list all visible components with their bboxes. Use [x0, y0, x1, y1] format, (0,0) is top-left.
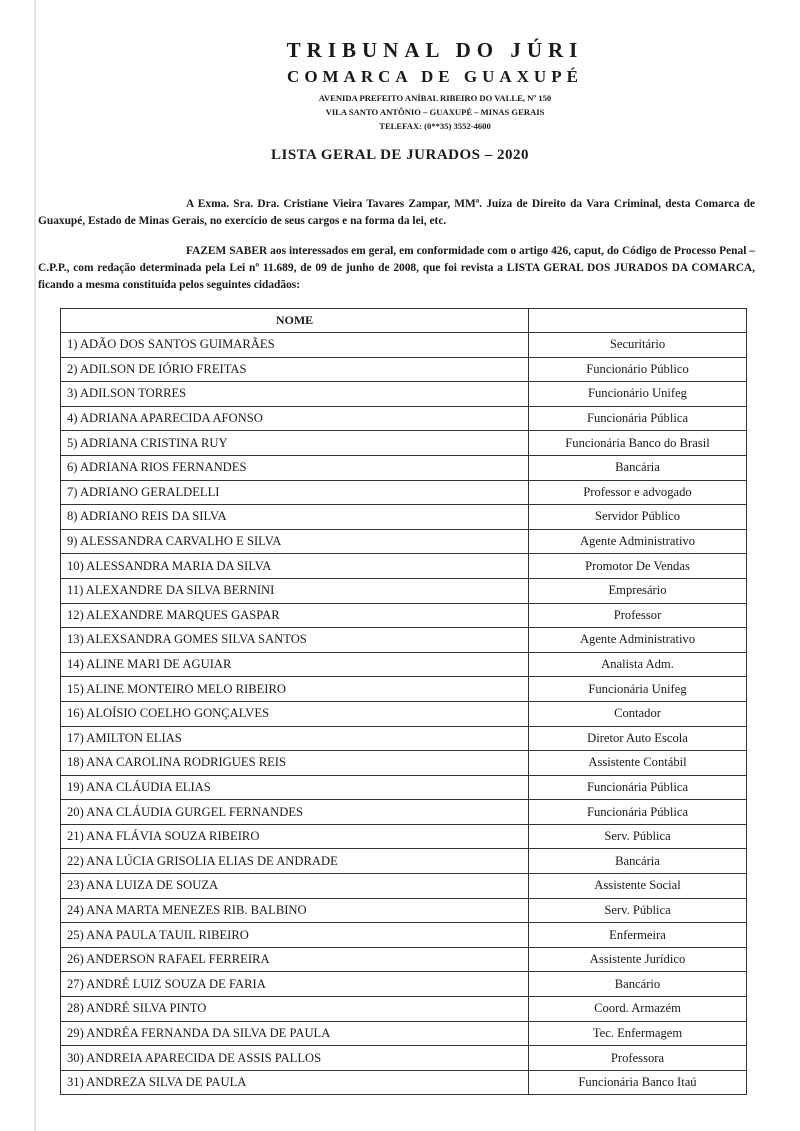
table-row [61, 1021, 747, 1046]
jurors-table [60, 308, 747, 1095]
juror-name: 17) AMILTON ELIAS [61, 726, 529, 751]
table-row [61, 701, 747, 726]
district-name: COMARCA DE GUAXUPÉ [287, 67, 583, 86]
juror-name: 13) ALEXSANDRA GOMES SILVA SANTOS [61, 628, 529, 653]
juror-name: 6) ADRIANA RIOS FERNANDES [61, 455, 529, 480]
juror-occupation: Serv. Pública [529, 898, 747, 923]
juror-name: 14) ALINE MARI DE AGUIAR [61, 652, 529, 677]
table-body [61, 333, 747, 1095]
paragraph-announcement [38, 243, 755, 294]
juror-occupation: Bancária [529, 455, 747, 480]
juror-occupation: Bancária [529, 849, 747, 874]
table-row [61, 923, 747, 948]
table-row [61, 775, 747, 800]
juror-occupation: Agente Administrativo [529, 628, 747, 653]
juror-name: 10) ALESSANDRA MARIA DA SILVA [61, 554, 529, 579]
juror-occupation: Promotor De Vendas [529, 554, 747, 579]
juror-occupation: Bancário [529, 972, 747, 997]
juror-name: 4) ADRIANA APARECIDA AFONSO [61, 406, 529, 431]
juror-name: 22) ANA LÚCIA GRISOLIA ELIAS DE ANDRADE [61, 849, 529, 874]
table-row [61, 824, 747, 849]
table-row [61, 1046, 747, 1071]
table-row [61, 677, 747, 702]
juror-name: 24) ANA MARTA MENEZES RIB. BALBINO [61, 898, 529, 923]
juror-occupation: Agente Administrativo [529, 529, 747, 554]
address-line-2: VILA SANTO ANTÔNIO – GUAXUPÉ – MINAS GERAIS [325, 107, 545, 117]
juror-name: 21) ANA FLÁVIA SOUZA RIBEIRO [61, 824, 529, 849]
table-row [61, 578, 747, 603]
juror-name: 2) ADILSON DE IÓRIO FREITAS [61, 357, 529, 382]
juror-name: 27) ANDRÉ LUIZ SOUZA DE FARIA [61, 972, 529, 997]
table-row [61, 628, 747, 653]
juror-name: 8) ADRIANO REIS DA SILVA [61, 505, 529, 530]
column-header-name: NOME [61, 309, 529, 333]
table-row [61, 603, 747, 628]
juror-occupation: Enfermeira [529, 923, 747, 948]
table-row [61, 505, 747, 530]
juror-occupation: Funcionária Banco do Brasil [529, 431, 747, 456]
table-row [61, 751, 747, 776]
juror-occupation: Professora [529, 1046, 747, 1071]
table-row [61, 898, 747, 923]
table-row [61, 480, 747, 505]
juror-occupation: Empresário [529, 578, 747, 603]
juror-occupation: Funcionária Pública [529, 775, 747, 800]
table-row [61, 382, 747, 407]
juror-occupation: Assistente Contábil [529, 751, 747, 776]
table-row [61, 947, 747, 972]
table-row [61, 800, 747, 825]
juror-occupation: Funcionário Unifeg [529, 382, 747, 407]
juror-occupation: Funcionário Público [529, 357, 747, 382]
letterhead [0, 38, 800, 133]
document-title: LISTA GERAL DE JURADOS – 2020 [270, 147, 530, 163]
juror-occupation: Diretor Auto Escola [529, 726, 747, 751]
juror-occupation: Assistente Social [529, 874, 747, 899]
table-row [61, 529, 747, 554]
address-block [70, 91, 800, 133]
juror-name: 31) ANDREZA SILVA DE PAULA [61, 1070, 529, 1095]
juror-occupation: Funcionária Pública [529, 406, 747, 431]
juror-name: 23) ANA LUIZA DE SOUZA [61, 874, 529, 899]
juror-name: 29) ANDRÉA FERNANDA DA SILVA DE PAULA [61, 1021, 529, 1046]
juror-name: 20) ANA CLÁUDIA GURGEL FERNANDES [61, 800, 529, 825]
table-row [61, 726, 747, 751]
address-line-1: AVENIDA PREFEITO ANÍBAL RIBEIRO DO VALLE, Nº 150 [318, 93, 552, 103]
juror-name: 26) ANDERSON RAFAEL FERREIRA [61, 947, 529, 972]
table-row [61, 406, 747, 431]
juror-name: 19) ANA CLÁUDIA ELIAS [61, 775, 529, 800]
table-header-row [61, 309, 747, 333]
paragraph-intro [38, 196, 755, 230]
juror-name: 1) ADÃO DOS SANTOS GUIMARÃES [61, 333, 529, 358]
juror-name: 15) ALINE MONTEIRO MELO RIBEIRO [61, 677, 529, 702]
table-row [61, 652, 747, 677]
juror-name: 3) ADILSON TORRES [61, 382, 529, 407]
table-row [61, 874, 747, 899]
table-row [61, 849, 747, 874]
juror-name: 25) ANA PAULA TAUIL RIBEIRO [61, 923, 529, 948]
juror-name: 16) ALOÍSIO COELHO GONÇALVES [61, 701, 529, 726]
juror-name: 11) ALEXANDRE DA SILVA BERNINI [61, 578, 529, 603]
paragraph-announcement-text: aos interessados em geral, em conformidade com o artigo 426, caput, do Código de Processo Penal – C.P.P., com redação determinada pela Lei nº 11.689, de 09 de junho de 2008, que foi revista a LISTA GERAL DOS JURADOS DA COMARCA, ficando a mesma constituída pelos seguintes cidadãos: [38, 245, 755, 291]
table-row [61, 357, 747, 382]
table-row [61, 1070, 747, 1095]
court-name: TRIBUNAL DO JÚRI [286, 38, 584, 62]
table-row [61, 554, 747, 579]
column-header-occupation [529, 309, 747, 333]
juror-name: 28) ANDRÉ SILVA PINTO [61, 997, 529, 1022]
juror-occupation: Professor [529, 603, 747, 628]
juror-occupation: Assistente Jurídico [529, 947, 747, 972]
table-row [61, 997, 747, 1022]
paragraph-intro-text: A Exma. Sra. Dra. Cristiane Vieira Tavares Zampar, MMª. Juíza de Direito da Vara Criminal, desta Comarca de Guaxupé, Estado de Minas Gerais, no exercício de seus cargos e na forma da lei, etc. [38, 198, 755, 227]
phone-line: TELEFAX: (0**35) 3552-4600 [379, 121, 491, 131]
paragraph-lead: FAZEM SABER [186, 245, 268, 257]
juror-name: 12) ALEXANDRE MARQUES GASPAR [61, 603, 529, 628]
table-row [61, 972, 747, 997]
juror-name: 7) ADRIANO GERALDELLI [61, 480, 529, 505]
juror-name: 9) ALESSANDRA CARVALHO E SILVA [61, 529, 529, 554]
juror-name: 30) ANDREIA APARECIDA DE ASSIS PALLOS [61, 1046, 529, 1071]
juror-occupation: Funcionária Banco Itaú [529, 1070, 747, 1095]
juror-name: 18) ANA CAROLINA RODRIGUES REIS [61, 751, 529, 776]
juror-occupation: Servidor Público [529, 505, 747, 530]
juror-occupation: Serv. Pública [529, 824, 747, 849]
juror-occupation: Tec. Enfermagem [529, 1021, 747, 1046]
juror-occupation: Securitário [529, 333, 747, 358]
juror-name: 5) ADRIANA CRISTINA RUY [61, 431, 529, 456]
table-row [61, 431, 747, 456]
margin-rule [34, 0, 36, 1131]
juror-occupation: Coord. Armazém [529, 997, 747, 1022]
table-row [61, 333, 747, 358]
table-row [61, 455, 747, 480]
juror-occupation: Professor e advogado [529, 480, 747, 505]
juror-occupation: Analista Adm. [529, 652, 747, 677]
juror-occupation: Funcionária Pública [529, 800, 747, 825]
juror-occupation: Contador [529, 701, 747, 726]
juror-occupation: Funcionária Unifeg [529, 677, 747, 702]
